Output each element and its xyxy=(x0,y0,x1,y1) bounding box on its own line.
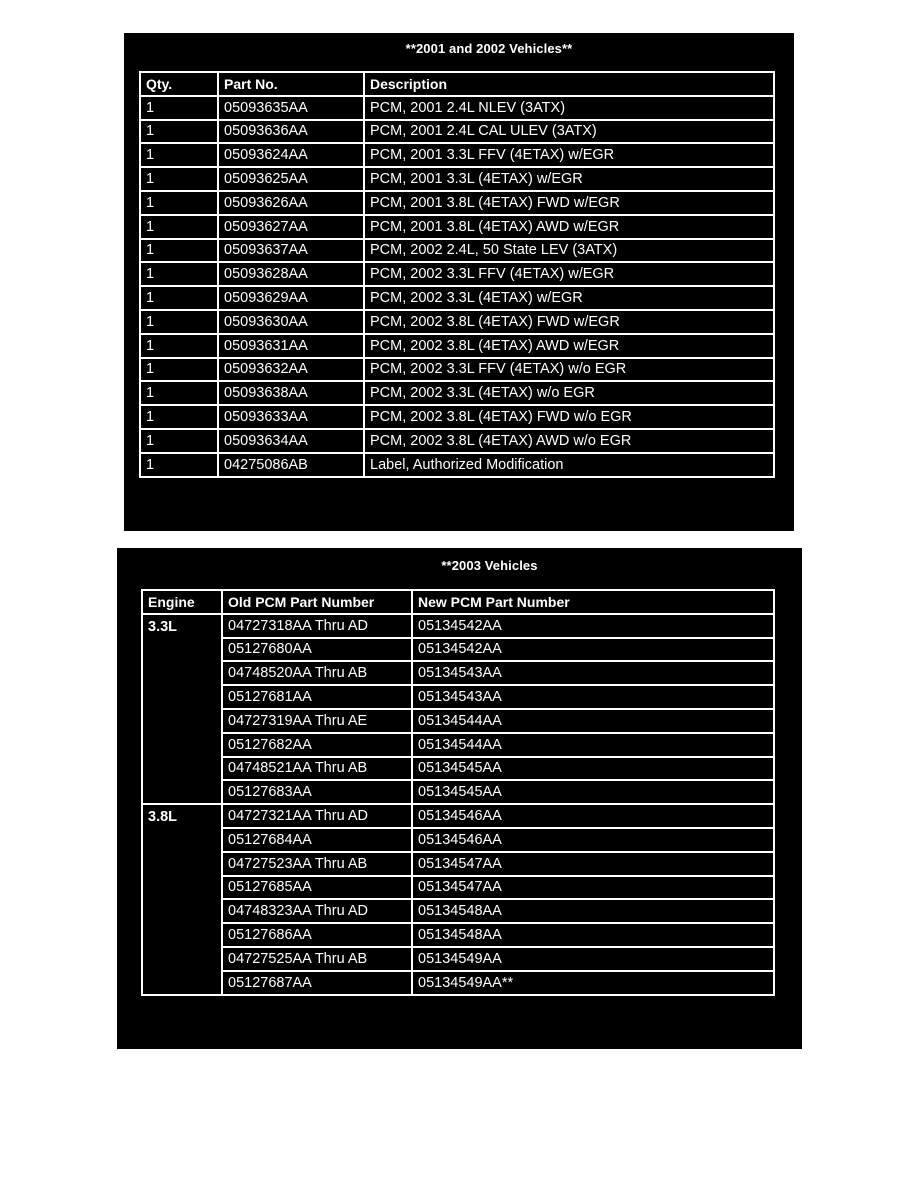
description-cell: PCM, 2002 3.8L (4ETAX) AWD w/o EGR xyxy=(364,429,774,453)
part-no-cell: 05093631AA xyxy=(218,334,364,358)
table-row xyxy=(140,262,774,286)
table-row xyxy=(140,239,774,263)
table-row xyxy=(140,96,774,120)
table-row xyxy=(142,923,774,947)
description-cell: PCM, 2001 2.4L NLEV (3ATX) xyxy=(364,96,774,120)
table-row xyxy=(140,429,774,453)
part-no-cell: 05093637AA xyxy=(218,239,364,263)
vehicles-2001-2002-panel xyxy=(124,33,794,531)
part-no-cell: 05093625AA xyxy=(218,167,364,191)
description-cell: PCM, 2002 3.3L (4ETAX) w/EGR xyxy=(364,286,774,310)
old-pcm-cell: 04727319AA Thru AE xyxy=(222,709,412,733)
table-row xyxy=(142,757,774,781)
new-pcm-cell: 05134544AA xyxy=(412,733,774,757)
vehicles-2003-panel xyxy=(117,548,802,1049)
part-no-cell: 04275086AB xyxy=(218,453,364,477)
table-row xyxy=(140,143,774,167)
description-cell: PCM, 2002 3.8L (4ETAX) FWD w/o EGR xyxy=(364,405,774,429)
header-qty: Qty. xyxy=(140,72,218,96)
qty-cell: 1 xyxy=(140,167,218,191)
part-no-cell: 05093624AA xyxy=(218,143,364,167)
header-new-pcm: New PCM Part Number xyxy=(412,590,774,614)
table-row xyxy=(142,614,774,638)
table-row xyxy=(142,661,774,685)
part-no-cell: 05093626AA xyxy=(218,191,364,215)
qty-cell: 1 xyxy=(140,358,218,382)
new-pcm-cell: 05134543AA xyxy=(412,661,774,685)
table-header-row xyxy=(140,72,774,96)
new-pcm-cell: 05134545AA xyxy=(412,757,774,781)
new-pcm-cell: 05134542AA xyxy=(412,638,774,662)
pcm-table xyxy=(141,589,775,996)
table-row xyxy=(140,453,774,477)
parts-table xyxy=(139,71,775,478)
header-part-no: Part No. xyxy=(218,72,364,96)
description-cell: PCM, 2002 3.3L FFV (4ETAX) w/EGR xyxy=(364,262,774,286)
old-pcm-cell: 04727523AA Thru AB xyxy=(222,852,412,876)
new-pcm-cell: 05134547AA xyxy=(412,852,774,876)
header-description: Description xyxy=(364,72,774,96)
description-cell: PCM, 2002 3.3L FFV (4ETAX) w/o EGR xyxy=(364,358,774,382)
new-pcm-cell: 05134543AA xyxy=(412,685,774,709)
table-row xyxy=(140,358,774,382)
table-row xyxy=(142,638,774,662)
qty-cell: 1 xyxy=(140,215,218,239)
table-row xyxy=(142,876,774,900)
description-cell: PCM, 2001 3.3L FFV (4ETAX) w/EGR xyxy=(364,143,774,167)
old-pcm-cell: 04727525AA Thru AB xyxy=(222,947,412,971)
old-pcm-cell: 05127685AA xyxy=(222,876,412,900)
part-no-cell: 05093628AA xyxy=(218,262,364,286)
part-no-cell: 05093629AA xyxy=(218,286,364,310)
header-old-pcm: Old PCM Part Number xyxy=(222,590,412,614)
table-row xyxy=(140,167,774,191)
qty-cell: 1 xyxy=(140,334,218,358)
old-pcm-cell: 04748520AA Thru AB xyxy=(222,661,412,685)
description-cell: PCM, 2001 3.8L (4ETAX) AWD w/EGR xyxy=(364,215,774,239)
old-pcm-cell: 05127681AA xyxy=(222,685,412,709)
table-row xyxy=(140,286,774,310)
new-pcm-cell: 05134546AA xyxy=(412,828,774,852)
table-row xyxy=(140,191,774,215)
description-cell: PCM, 2001 3.8L (4ETAX) FWD w/EGR xyxy=(364,191,774,215)
new-pcm-cell: 05134542AA xyxy=(412,614,774,638)
qty-cell: 1 xyxy=(140,239,218,263)
part-no-cell: 05093635AA xyxy=(218,96,364,120)
old-pcm-cell: 05127682AA xyxy=(222,733,412,757)
old-pcm-cell: 04727321AA Thru AD xyxy=(222,804,412,828)
table-row xyxy=(142,685,774,709)
description-cell: PCM, 2002 3.8L (4ETAX) FWD w/EGR xyxy=(364,310,774,334)
new-pcm-cell: 05134548AA xyxy=(412,899,774,923)
description-cell: PCM, 2002 2.4L, 50 State LEV (3ATX) xyxy=(364,239,774,263)
new-pcm-cell: 05134548AA xyxy=(412,923,774,947)
table-header-row xyxy=(142,590,774,614)
table-row xyxy=(140,310,774,334)
qty-cell: 1 xyxy=(140,143,218,167)
description-cell: PCM, 2001 2.4L CAL ULEV (3ATX) xyxy=(364,120,774,144)
old-pcm-cell: 05127684AA xyxy=(222,828,412,852)
table-row xyxy=(142,899,774,923)
table-row xyxy=(142,947,774,971)
qty-cell: 1 xyxy=(140,120,218,144)
table-row xyxy=(142,733,774,757)
qty-cell: 1 xyxy=(140,453,218,477)
old-pcm-cell: 05127680AA xyxy=(222,638,412,662)
description-cell: PCM, 2002 3.8L (4ETAX) AWD w/EGR xyxy=(364,334,774,358)
old-pcm-cell: 04748323AA Thru AD xyxy=(222,899,412,923)
engine-cell: 3.8L xyxy=(142,804,222,994)
table-row xyxy=(142,709,774,733)
new-pcm-cell: 05134545AA xyxy=(412,780,774,804)
old-pcm-cell: 04727318AA Thru AD xyxy=(222,614,412,638)
table-row xyxy=(142,852,774,876)
table-row xyxy=(140,334,774,358)
new-pcm-cell: 05134546AA xyxy=(412,804,774,828)
part-no-cell: 05093633AA xyxy=(218,405,364,429)
table-row xyxy=(140,215,774,239)
old-pcm-cell: 05127686AA xyxy=(222,923,412,947)
panel-title: **2001 and 2002 Vehicles** xyxy=(405,41,573,56)
qty-cell: 1 xyxy=(140,262,218,286)
table-row xyxy=(142,804,774,828)
table-row xyxy=(142,828,774,852)
qty-cell: 1 xyxy=(140,429,218,453)
description-cell: Label, Authorized Modification xyxy=(364,453,774,477)
table-row xyxy=(140,381,774,405)
panel-title: **2003 Vehicles xyxy=(441,558,538,573)
qty-cell: 1 xyxy=(140,191,218,215)
qty-cell: 1 xyxy=(140,310,218,334)
qty-cell: 1 xyxy=(140,96,218,120)
qty-cell: 1 xyxy=(140,405,218,429)
header-engine: Engine xyxy=(142,590,222,614)
part-no-cell: 05093627AA xyxy=(218,215,364,239)
table-row xyxy=(142,971,774,995)
description-cell: PCM, 2001 3.3L (4ETAX) w/EGR xyxy=(364,167,774,191)
new-pcm-cell: 05134549AA xyxy=(412,947,774,971)
part-no-cell: 05093634AA xyxy=(218,429,364,453)
old-pcm-cell: 05127687AA xyxy=(222,971,412,995)
qty-cell: 1 xyxy=(140,381,218,405)
old-pcm-cell: 04748521AA Thru AB xyxy=(222,757,412,781)
table-row xyxy=(140,120,774,144)
part-no-cell: 05093630AA xyxy=(218,310,364,334)
table-row xyxy=(142,780,774,804)
new-pcm-cell: 05134549AA** xyxy=(412,971,774,995)
description-cell: PCM, 2002 3.3L (4ETAX) w/o EGR xyxy=(364,381,774,405)
qty-cell: 1 xyxy=(140,286,218,310)
old-pcm-cell: 05127683AA xyxy=(222,780,412,804)
part-no-cell: 05093636AA xyxy=(218,120,364,144)
new-pcm-cell: 05134547AA xyxy=(412,876,774,900)
part-no-cell: 05093632AA xyxy=(218,358,364,382)
engine-cell: 3.3L xyxy=(142,614,222,804)
table-row xyxy=(140,405,774,429)
new-pcm-cell: 05134544AA xyxy=(412,709,774,733)
part-no-cell: 05093638AA xyxy=(218,381,364,405)
